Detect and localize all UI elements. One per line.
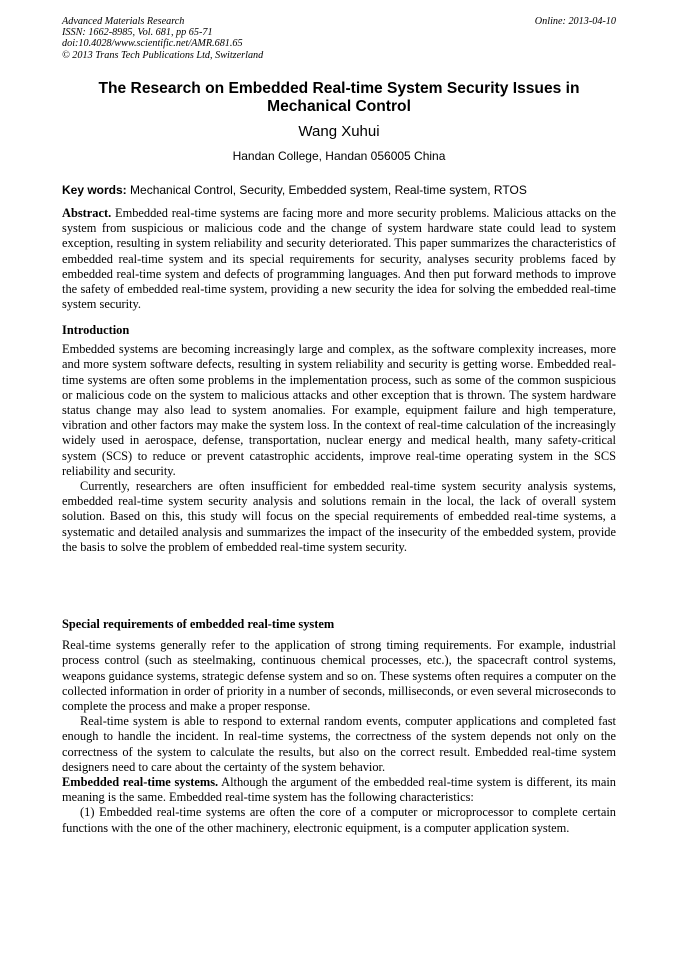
keywords-label: Key words:: [62, 183, 127, 197]
issn-line: ISSN: 1662-8985, Vol. 681, pp 65-71: [62, 27, 213, 39]
introduction-section: [62, 323, 616, 555]
abstract-paragraph: [62, 206, 616, 312]
special-requirements-section: [62, 617, 616, 836]
introduction-heading: Introduction: [62, 323, 130, 337]
special-paragraph-3: [62, 775, 616, 805]
online-date: Online: 2013-04-10: [534, 16, 616, 27]
abstract-label: Abstract.: [62, 206, 112, 220]
special-paragraph-4: (1) Embedded real-time systems are often the core of a computer or microprocessor to complete certain functions with the one of the other machinery, electronic equipment, is a computer application system.: [62, 805, 616, 835]
special-requirements-heading: Special requirements of embedded real-time system: [62, 617, 335, 631]
embedded-rt-label: Embedded real-time systems.: [62, 775, 219, 790]
keywords-text: Mechanical Control, Security, Embedded system, Real-time system, RTOS: [126, 183, 527, 197]
special-paragraph-1: Real-time systems generally refer to the application of strong timing requirements. For example, industrial process control (such as steelmaking, continuous chemical processes, etc.), the spacecraft control systems, weapons guidance systems, strategic defense system and so on. These systems often requires a computer on the collected information in order of priority in a number of seconds, milliseconds, or even several microseconds to complete the process and make a proper response.: [62, 638, 616, 714]
introduction-paragraph-2: Currently, researchers are often insufficient for embedded real-time system security analysis systems, embedded real-time system security analysis and solutions remain in the local, the lack of overall system solution. Based on this, this study will focus on the special requirements of embedded real-time systems, a systematic and detailed analysis and summarizes the impact of the insecurity of the embedded system, provide the basis to solve the problem of embedded real-time system security.: [62, 479, 616, 554]
abstract: [62, 206, 616, 312]
journal-name: Advanced Materials Research: [62, 16, 185, 27]
special-paragraph-2: Real-time system is able to respond to external random events, computer applications and completed fast enough to handle the incident. In real-time systems, the correctness of the system depends not only on the correctness of the system to calculate the results, but also on the correct result. Embedded real-time system designers need to care about the certainty of the system behavior.: [62, 714, 616, 774]
journal-header: [62, 16, 263, 61]
affiliation: Handan College, Handan 056005 China: [232, 149, 446, 163]
doi-line: doi:10.4028/www.scientific.net/AMR.681.65: [62, 38, 243, 50]
author-name: Wang Xuhui: [298, 123, 380, 140]
abstract-text: Embedded real-time systems are facing more and more security problems. Malicious attacks on the system from suspicious or malicious code and the change of system hardware state could lead to system exception, resulting in system reliability and security deteriorated. This paper summarizes the characteristics of embedded real-time system and its special requirements for security, analyses security problems faced by embedded real-time system and defects of programming languages. And then put forward methods to improve the safety of embedded real-time system, providing a new security the idea for solving the embedded real-time system security.: [62, 206, 616, 312]
introduction-paragraph-1: Embedded systems are becoming increasingly large and complex, as the software complexity increases, more and more system software defects, resulting in system reliability and security is getting worse. Embedded real-time systems are often some problems in the implementation process, such as some of the common suspicious or malicious code on the system to malicious attacks and other exception that is thrown. The system hardware status change may also lead to system anomalies. For example, equipment failure and high temperature, vibration and other factors may make the system loss. In the context of real-time calculation of the increasingly widely used in aerospace, defense, transportation, nuclear energy and medical health, many safety-critical system (SCS) to reduce or prevent catastrophic accidents, improve real-time operating system in the SCS reliability and security.: [62, 342, 616, 478]
special-paragraph-3-text: Although the argument of the embedded real-time system is different, its main meaning is the same. Embedded real-time system has the following characteristics:: [62, 775, 616, 805]
paper-title: The Research on Embedded Real-time System Security Issues in Mechanical Control: [98, 80, 580, 115]
copyright-line: © 2013 Trans Tech Publications Ltd, Switzerland: [62, 49, 264, 61]
keywords: [62, 183, 616, 197]
